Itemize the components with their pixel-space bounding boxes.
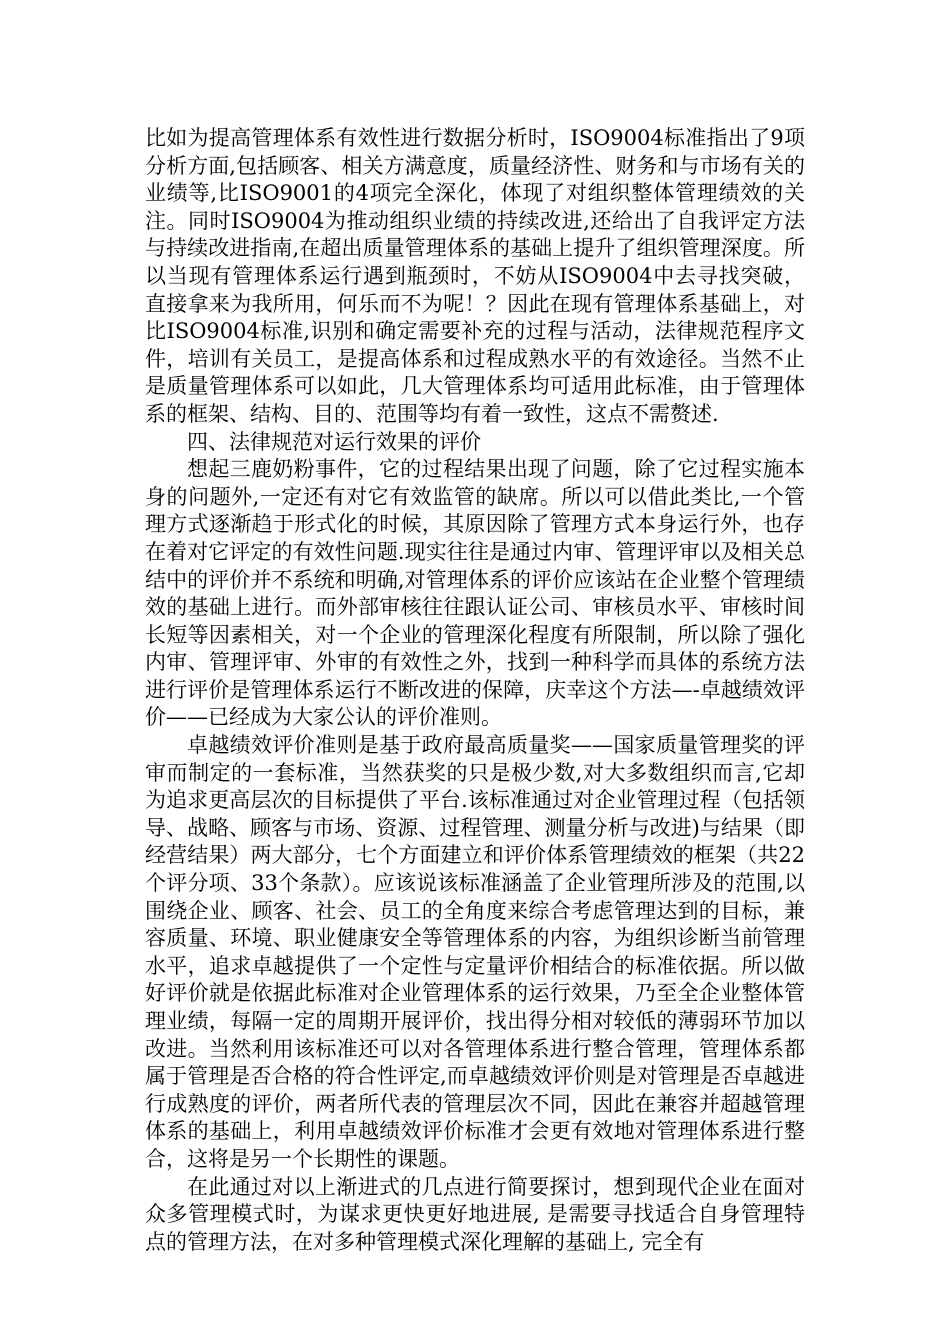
body-paragraph-excellence-criteria: 卓越绩效评价准则是基于政府最高质量奖——国家质量管理奖的评审而制定的一套标准，当然获奖的只是极少数,对大多数组织而言,它却为追求更高层次的目标提供了平台.该标准通过对企业管理过程（包括领导、战略、顾客与市场、资源、过程管理、测量分析与改进)与结果（即经营结果）两大部分，七个方面建立和评价体系管理绩效的框架（共22个评分项、33个条款）。应该说该标准涵盖了企业管理所涉及的范围,以围绕企业、顾客、社会、员工的全角度来综合考虑管理达到的目标，兼容质量、环境、职业健康安全等管理体系的内容，为组织诊断当前管理水平，追求卓越提供了一个定性与定量评价相结合的标准依据。所以做好评价就是依据此标准对企业管理体系的运行效果，乃至全企业整体管理业绩，每隔一定的周期开展评价，找出得分相对较低的薄弱环节加以改进。当然利用该标准还可以对各管理体系进行整合管理，管理体系都属于管理是否合格的符合性评定,而卓越绩效评价则是对管理是否卓越进行成熟度的评价，两者所代表的管理层次不同，因此在兼容并超越管理体系的基础上，利用卓越绩效评价标准才会更有效地对管理体系进行整合，这将是另一个长期性的课题。	[145, 733, 805, 1171]
body-paragraph-iso9004-analysis: 比如为提高管理体系有效性进行数据分析时，ISO9004标准指出了9项分析方面,包括顾客、相关方满意度，质量经济性、财务和与市场有关的业绩等,比ISO9001的4项完全深化，体现了对组织整体管理绩效的关注。同时ISO9004为推动组织业绩的持续改进,还给出了自我评定方法与持续改进指南,在超出质量管理体系的基础上提升了组织管理深度。所以当现有管理体系运行遇到瓶颈时，不妨从ISO9004中去寻找突破，直接拿来为我所用，何乐而不为呢！？因此在现有管理体系基础上，对比ISO9004标准,识别和确定需要补充的过程与活动，法律规范程序文件，培训有关员工，是提高体系和过程成熟水平的有效途径。当然不止是质量管理体系可以如此，几大管理体系均可适用此标准，由于管理体系的框架、结构、目的、范围等均有着一致性，这点不需赘述.	[145, 126, 805, 426]
body-paragraph-sanlu-case: 想起三鹿奶粉事件，它的过程结果出现了问题，除了它过程实施本身的问题外,一定还有对它有效监管的缺席。所以可以借此类比,一个管理方式逐渐趋于形式化的时候，其原因除了管理方式本身运行外，也存在着对它评定的有效性问题.现实往往是通过内审、管理评审以及相关总结中的评价并不系统和明确,对管理体系的评价应该站在企业整个管理绩效的基础上进行。而外部审核往往跟认证公司、审核员水平、审核时间长短等因素相关，对一个企业的管理深化程度有所限制，所以除了强化内审、管理评审、外审的有效性之外，找到一种科学而具体的系统方法进行评价是管理体系运行不断改进的保障，庆幸这个方法—-卓越绩效评价——已经成为大家公认的评价准则。	[145, 457, 805, 730]
section-heading-4: 四、法律规范对运行效果的评价	[187, 429, 481, 454]
document-page	[145, 125, 805, 1256]
body-paragraph-conclusion: 在此通过对以上渐进式的几点进行简要探讨，想到现代企业在面对众多管理模式时，为谋求更快更好地进展, 是需要寻找适合自身管理特点的管理方法，在对多种管理模式深化理解的基础上, 完全有	[145, 1174, 805, 1254]
